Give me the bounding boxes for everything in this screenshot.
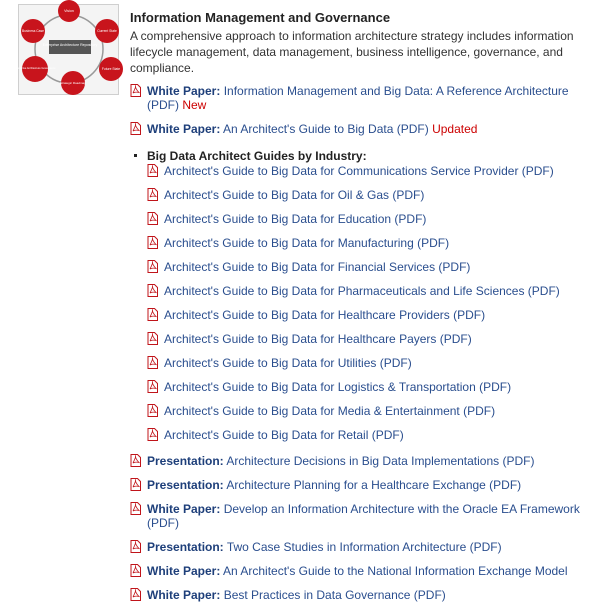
industry-guides [130,149,592,442]
guide-link[interactable]: Architect's Guide to Big Data for Financial Services (PDF) [164,260,471,274]
guide-link[interactable]: Architect's Guide to Big Data for Logistics & Transportation (PDF) [164,380,512,394]
guide-link[interactable]: Architect's Guide to Big Data for Healthcare Providers (PDF) [164,308,486,322]
guide-link[interactable]: Architect's Guide to Big Data for Retail (PDF) [164,428,404,442]
list-item [130,540,592,554]
pdf-icon [130,84,141,97]
guides-heading: Big Data Architect Guides by Industry: [147,149,367,163]
resource-link[interactable]: Architecture Planning for a Healthcare Exchange (PDF) [226,478,522,492]
top-list [130,84,592,136]
item-kind: Presentation: [147,454,224,468]
list-item [130,478,592,492]
guides-list [147,164,592,442]
item-kind: Presentation: [147,478,224,492]
guide-link[interactable]: Architect's Guide to Big Data for Media & Entertainment (PDF) [164,404,496,418]
bottom-list [130,454,592,602]
white-paper-link[interactable]: Information Management and Big Data: A Reference Architecture (PDF) [147,84,569,112]
resource-link[interactable]: Architecture Decisions in Big Data Implementations (PDF) [226,454,535,468]
item-kind: Presentation: [147,540,224,554]
updated-badge: Updated [432,122,478,136]
pdf-icon [130,588,141,601]
pdf-icon [147,212,158,225]
list-item [130,588,592,602]
guide-item [147,188,592,202]
pdf-icon [130,540,141,553]
guide-link[interactable]: Architect's Guide to Big Data for Healthcare Payers (PDF) [164,332,472,346]
pdf-icon [147,380,158,393]
section-description: A comprehensive approach to information architecture strategy includes information lifecycle management, data management, business intelligence, governance, and compliance. [130,29,574,75]
pdf-icon [147,356,158,369]
pdf-icon [130,122,141,135]
diagram-thumbnail[interactable] [14,4,121,95]
guide-item [147,164,592,178]
section-content [130,10,592,602]
ea-diagram-image [14,5,121,94]
resource-link[interactable]: Develop an Information Architecture with the Oracle EA Framework (PDF) [147,502,580,530]
section-title: Information Management and Governance [130,10,391,25]
list-item [130,454,592,468]
pdf-icon [147,260,158,273]
pdf-icon [147,308,158,321]
pdf-icon [147,284,158,297]
list-item [130,502,592,530]
guide-item [147,332,592,346]
item-kind: White Paper: [147,84,221,98]
pdf-icon [147,236,158,249]
item-kind: White Paper: [147,588,221,602]
list-item [130,84,592,112]
guide-item [147,212,592,226]
guide-item [147,236,592,250]
node-label: Business Case [22,29,44,33]
item-kind: White Paper: [147,564,221,578]
guide-item [147,308,592,322]
node-label: Vision [64,9,74,13]
node-label: Future State [101,67,121,71]
pdf-icon [147,428,158,441]
pdf-icon [147,188,158,201]
resource-link[interactable]: Two Case Studies in Information Architecture (PDF) [226,540,502,554]
guide-link[interactable]: Architect's Guide to Big Data for Pharmaceuticals and Life Sciences (PDF) [164,284,560,298]
item-kind: White Paper: [147,502,221,516]
guide-item [147,428,592,442]
guide-item [147,284,592,298]
guide-link[interactable]: Architect's Guide to Big Data for Utilities (PDF) [164,356,412,370]
guide-item [147,356,592,370]
bullet-dot [134,154,137,157]
guide-link[interactable]: Architect's Guide to Big Data for Oil & Gas (PDF) [164,188,425,202]
pdf-icon [147,404,158,417]
pdf-icon [147,164,158,177]
node-label: Enterprise Architecture Governance [14,67,56,70]
pdf-icon [147,332,158,345]
node-label: Strategic Roadmap [60,81,86,85]
guide-link[interactable]: Architect's Guide to Big Data for Education (PDF) [164,212,427,226]
guide-link[interactable]: Architect's Guide to Big Data for Communications Service Provider (PDF) [164,164,554,178]
pdf-icon [130,564,141,577]
center-label: Enterprise Architecture Repository [42,43,98,47]
item-kind: White Paper: [147,122,221,136]
resource-link[interactable]: An Architect's Guide to the National Information Exchange Model [223,564,568,578]
guide-item [147,260,592,274]
white-paper-link[interactable]: An Architect's Guide to Big Data (PDF) [223,122,429,136]
resource-link[interactable]: Best Practices in Data Governance (PDF) [223,588,446,602]
pdf-icon [130,478,141,491]
list-item [130,122,592,136]
pdf-icon [130,454,141,467]
list-item [130,564,592,578]
guide-item [147,404,592,418]
new-badge: New [182,98,207,112]
pdf-icon [130,502,141,515]
node-label: Current State [97,29,117,33]
guide-item [147,380,592,394]
guide-link[interactable]: Architect's Guide to Big Data for Manufacturing (PDF) [164,236,450,250]
